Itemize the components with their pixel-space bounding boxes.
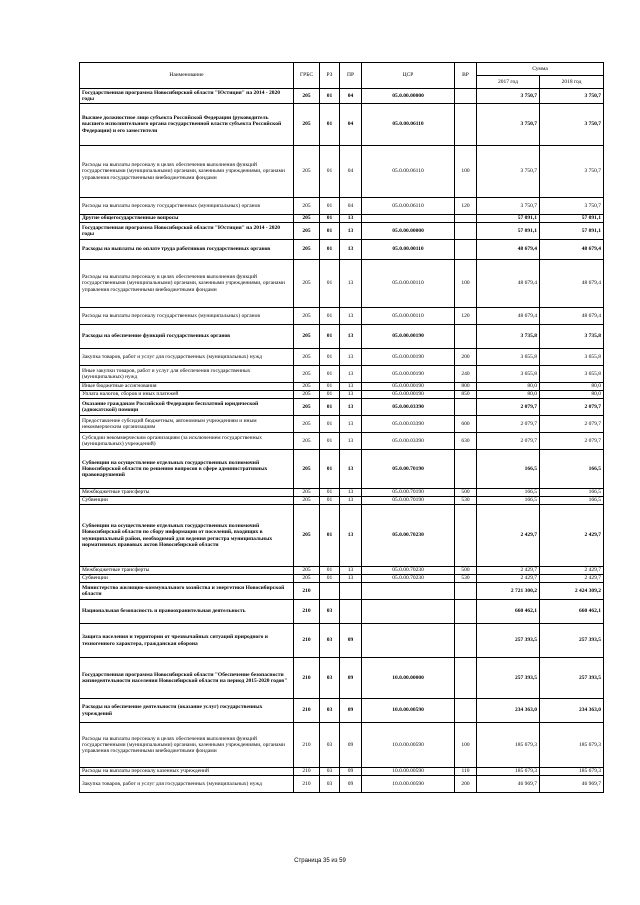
- cell-sum-2018: 57 091,1: [540, 215, 604, 223]
- cell-name: Государственная программа Новосибирской области "Обеспечение безопасности жизнедеятельности населения Новосибирской области на период 2015-2020 годов": [80, 658, 294, 699]
- cell-csr: [362, 600, 455, 624]
- table-row: [80, 308, 604, 325]
- cell-grbs: 205: [294, 260, 320, 308]
- cell-sum-2018: 2 429,7: [540, 567, 604, 575]
- cell-pr: 13: [340, 505, 362, 567]
- cell-name: Субсидии некоммерческим организациям (за исключением государственных (муниципальных) учреждений): [80, 433, 294, 450]
- cell-grbs: 210: [294, 776, 320, 793]
- cell-rz: 01: [320, 450, 340, 489]
- cell-sum-2018: 2 079,7: [540, 433, 604, 450]
- table-row: [80, 497, 604, 505]
- cell-sum-2017: 2 429,7: [477, 505, 540, 567]
- cell-grbs: 205: [294, 223, 320, 240]
- cell-rz: 01: [320, 433, 340, 450]
- cell-vr: [455, 600, 477, 624]
- cell-name: Субвенции на осуществление отдельных государственных полномочий Новосибирской области по решению вопросов в сфере административных правонарушений: [80, 450, 294, 489]
- cell-grbs: 210: [294, 583, 320, 600]
- cell-vr: 200: [455, 776, 477, 793]
- cell-grbs: 205: [294, 146, 320, 198]
- cell-sum-2018: 57 091,1: [540, 223, 604, 240]
- cell-sum-2018: 166,5: [540, 497, 604, 505]
- cell-vr: 100: [455, 260, 477, 308]
- cell-grbs: 205: [294, 366, 320, 383]
- cell-grbs: 205: [294, 349, 320, 366]
- header-rz: РЗ: [320, 63, 340, 89]
- cell-csr: 10.0.00.00000: [362, 658, 455, 699]
- cell-csr: 05.0.00.70230: [362, 575, 455, 583]
- cell-rz: 01: [320, 489, 340, 497]
- cell-pr: 09: [340, 723, 362, 768]
- cell-grbs: 205: [294, 450, 320, 489]
- cell-sum-2017: 257 393,5: [477, 624, 540, 658]
- cell-csr: 05.0.00.03390: [362, 433, 455, 450]
- cell-rz: 01: [320, 223, 340, 240]
- cell-sum-2017: 46 969,7: [477, 776, 540, 793]
- cell-grbs: 210: [294, 768, 320, 776]
- cell-pr: 09: [340, 658, 362, 699]
- cell-rz: 01: [320, 567, 340, 575]
- cell-csr: 05.0.00.06110: [362, 198, 455, 215]
- cell-vr: [455, 505, 477, 567]
- table-row: [80, 416, 604, 433]
- cell-rz: [320, 583, 340, 600]
- cell-pr: 13: [340, 215, 362, 223]
- cell-csr: 05.0.00.00110: [362, 260, 455, 308]
- cell-vr: 500: [455, 567, 477, 575]
- cell-grbs: 205: [294, 215, 320, 223]
- cell-csr: 05.0.00.00000: [362, 223, 455, 240]
- cell-rz: 01: [320, 89, 340, 104]
- cell-sum-2017: 2 721 300,2: [477, 583, 540, 600]
- cell-sum-2018: 166,5: [540, 489, 604, 497]
- cell-pr: 13: [340, 240, 362, 260]
- cell-vr: [455, 104, 477, 146]
- cell-pr: 04: [340, 104, 362, 146]
- header-year-2017: 2017 год: [477, 76, 540, 89]
- header-vr: ВР: [455, 63, 477, 89]
- cell-pr: 13: [340, 260, 362, 308]
- table-row: [80, 325, 604, 349]
- cell-sum-2018: 185 679,3: [540, 768, 604, 776]
- cell-pr: 13: [340, 497, 362, 505]
- cell-csr: 10.0.00.00590: [362, 776, 455, 793]
- cell-sum-2017: 185 679,3: [477, 768, 540, 776]
- cell-rz: 01: [320, 240, 340, 260]
- cell-pr: [340, 600, 362, 624]
- cell-csr: 05.0.00.00190: [362, 383, 455, 391]
- cell-pr: 13: [340, 383, 362, 391]
- cell-grbs: 205: [294, 416, 320, 433]
- cell-pr: 13: [340, 325, 362, 349]
- cell-vr: [455, 89, 477, 104]
- cell-sum-2017: 48 679,4: [477, 260, 540, 308]
- cell-vr: 100: [455, 723, 477, 768]
- page-number: Страница 35 из 59: [294, 858, 346, 864]
- budget-table-sheet: [79, 62, 603, 793]
- table-row: [80, 223, 604, 240]
- table-body: [80, 89, 604, 793]
- cell-sum-2018: 166,5: [540, 450, 604, 489]
- cell-sum-2018: 48 679,4: [540, 260, 604, 308]
- table-row: [80, 450, 604, 489]
- cell-grbs: 205: [294, 240, 320, 260]
- header-pr: ПР: [340, 63, 362, 89]
- cell-sum-2018: 234 363,0: [540, 699, 604, 723]
- cell-grbs: 210: [294, 658, 320, 699]
- cell-vr: 530: [455, 575, 477, 583]
- cell-rz: 01: [320, 383, 340, 391]
- cell-rz: 03: [320, 600, 340, 624]
- cell-sum-2018: 46 969,7: [540, 776, 604, 793]
- cell-csr: 05.0.00.00190: [362, 325, 455, 349]
- cell-sum-2018: 80,0: [540, 383, 604, 391]
- cell-pr: 04: [340, 146, 362, 198]
- cell-sum-2017: 80,0: [477, 391, 540, 399]
- cell-vr: [455, 658, 477, 699]
- cell-sum-2017: 3 750,7: [477, 89, 540, 104]
- cell-name: Уплата налогов, сборов и иных платежей: [80, 391, 294, 399]
- cell-sum-2018: 3 735,8: [540, 325, 604, 349]
- cell-name: Иные закупки товаров, работ и услуг для обеспечения государственных (муниципальных) нужд: [80, 366, 294, 383]
- cell-vr: [455, 223, 477, 240]
- cell-sum-2017: 2 079,7: [477, 433, 540, 450]
- cell-vr: [455, 583, 477, 600]
- cell-sum-2017: 166,5: [477, 497, 540, 505]
- cell-sum-2017: 234 363,0: [477, 699, 540, 723]
- cell-sum-2017: 3 750,7: [477, 198, 540, 215]
- cell-rz: 01: [320, 416, 340, 433]
- table-row: [80, 583, 604, 600]
- cell-sum-2018: 3 655,8: [540, 349, 604, 366]
- cell-grbs: 205: [294, 575, 320, 583]
- cell-vr: 100: [455, 146, 477, 198]
- cell-rz: 01: [320, 399, 340, 416]
- cell-csr: 05.0.00.06110: [362, 104, 455, 146]
- cell-sum-2017: 3 735,8: [477, 325, 540, 349]
- cell-pr: 13: [340, 223, 362, 240]
- cell-rz: 03: [320, 658, 340, 699]
- cell-vr: 630: [455, 433, 477, 450]
- cell-grbs: 205: [294, 104, 320, 146]
- cell-name: Национальная безопасность и правоохранительная деятельность: [80, 600, 294, 624]
- header-grbs: ГРБС: [294, 63, 320, 89]
- cell-sum-2018: 2 424 309,2: [540, 583, 604, 600]
- cell-sum-2018: 3 750,7: [540, 89, 604, 104]
- table-row: [80, 723, 604, 768]
- cell-pr: 13: [340, 567, 362, 575]
- cell-name: Государственная программа Новосибирской области "Юстиция" на 2014 - 2020 годы: [80, 89, 294, 104]
- cell-csr: [362, 583, 455, 600]
- cell-name: Закупка товаров, работ и услуг для государственных (муниципальных) нужд: [80, 776, 294, 793]
- cell-rz: 01: [320, 505, 340, 567]
- cell-sum-2017: 2 079,7: [477, 416, 540, 433]
- cell-rz: 03: [320, 723, 340, 768]
- cell-grbs: 205: [294, 308, 320, 325]
- table-row: [80, 391, 604, 399]
- cell-grbs: 205: [294, 399, 320, 416]
- cell-pr: 13: [340, 349, 362, 366]
- cell-sum-2017: 257 393,5: [477, 658, 540, 699]
- cell-csr: 05.0.00.00110: [362, 240, 455, 260]
- table-row: [80, 624, 604, 658]
- cell-pr: 09: [340, 776, 362, 793]
- cell-csr: 05.0.00.70190: [362, 450, 455, 489]
- cell-pr: 13: [340, 575, 362, 583]
- cell-name: Расходы на выплаты персоналу казенных учреждений: [80, 768, 294, 776]
- cell-rz: 01: [320, 260, 340, 308]
- cell-vr: 240: [455, 366, 477, 383]
- cell-name: Субвенции: [80, 497, 294, 505]
- cell-vr: [455, 624, 477, 658]
- cell-pr: 04: [340, 89, 362, 104]
- cell-sum-2017: 2 079,7: [477, 399, 540, 416]
- table-row: [80, 768, 604, 776]
- cell-sum-2017: 2 429,7: [477, 575, 540, 583]
- cell-vr: [455, 399, 477, 416]
- cell-sum-2017: 48 679,4: [477, 240, 540, 260]
- cell-pr: 13: [340, 391, 362, 399]
- cell-pr: 13: [340, 399, 362, 416]
- cell-csr: 05.0.00.70230: [362, 505, 455, 567]
- cell-rz: 01: [320, 366, 340, 383]
- cell-name: Расходы на обеспечение деятельности (оказание услуг) государственных учреждений: [80, 699, 294, 723]
- cell-vr: 500: [455, 489, 477, 497]
- cell-rz: 03: [320, 624, 340, 658]
- table-row: [80, 399, 604, 416]
- cell-pr: 13: [340, 433, 362, 450]
- cell-sum-2018: 660 462,1: [540, 600, 604, 624]
- cell-pr: 13: [340, 450, 362, 489]
- cell-sum-2018: 48 679,4: [540, 308, 604, 325]
- cell-vr: 850: [455, 391, 477, 399]
- cell-vr: [455, 450, 477, 489]
- table-row: [80, 240, 604, 260]
- cell-vr: 800: [455, 383, 477, 391]
- table-row: [80, 260, 604, 308]
- cell-pr: 13: [340, 489, 362, 497]
- cell-name: Межбюджетные трансферты: [80, 567, 294, 575]
- header-sum: Сумма: [477, 63, 604, 76]
- cell-csr: 05.0.00.00190: [362, 391, 455, 399]
- cell-vr: [455, 215, 477, 223]
- cell-rz: 03: [320, 768, 340, 776]
- cell-grbs: 210: [294, 723, 320, 768]
- table-row: [80, 215, 604, 223]
- cell-name: Расходы на выплаты персоналу государственных (муниципальных) органов: [80, 198, 294, 215]
- cell-name: Расходы на выплаты персоналу в целях обеспечения выполнения функций государственными (муниципальными) органами, казенными учреждениями, органами управления государственными внебюджетными фондами: [80, 260, 294, 308]
- table-row: [80, 89, 604, 104]
- cell-sum-2018: 2 429,7: [540, 505, 604, 567]
- cell-name: Расходы на выплаты персоналу государственных (муниципальных) органов: [80, 308, 294, 325]
- cell-name: Расходы на выплаты по оплате труда работников государственных органов: [80, 240, 294, 260]
- cell-vr: 600: [455, 416, 477, 433]
- cell-grbs: 205: [294, 433, 320, 450]
- cell-csr: 10.0.00.00590: [362, 699, 455, 723]
- cell-name: Оказание гражданам Российской Федерации бесплатной юридической (адвокатской) помощи: [80, 399, 294, 416]
- cell-sum-2017: 166,5: [477, 489, 540, 497]
- cell-rz: 01: [320, 308, 340, 325]
- table-row: [80, 575, 604, 583]
- cell-rz: 01: [320, 391, 340, 399]
- cell-grbs: 205: [294, 505, 320, 567]
- cell-csr: 05.0.00.00000: [362, 89, 455, 104]
- cell-grbs: 205: [294, 383, 320, 391]
- cell-name: Межбюджетные трансферты: [80, 489, 294, 497]
- cell-sum-2018: 3 655,8: [540, 366, 604, 383]
- cell-name: Закупка товаров, работ и услуг для государственных (муниципальных) нужд: [80, 349, 294, 366]
- cell-sum-2018: 2 079,7: [540, 416, 604, 433]
- cell-sum-2018: 3 750,7: [540, 146, 604, 198]
- cell-grbs: 205: [294, 489, 320, 497]
- cell-csr: [362, 215, 455, 223]
- cell-name: Защита населения и территории от чрезвычайных ситуаций природного и техногенного характера, гражданская оборона: [80, 624, 294, 658]
- cell-csr: 05.0.00.03390: [362, 416, 455, 433]
- cell-name: Предоставление субсидий бюджетным, автономным учреждениям и иным некоммерческим организациям: [80, 416, 294, 433]
- cell-vr: [455, 325, 477, 349]
- cell-csr: 10.0.00.00590: [362, 723, 455, 768]
- cell-sum-2018: 2 429,7: [540, 575, 604, 583]
- cell-csr: 05.0.00.70230: [362, 567, 455, 575]
- cell-rz: 01: [320, 349, 340, 366]
- cell-csr: 05.0.00.06110: [362, 146, 455, 198]
- cell-sum-2018: 3 750,7: [540, 104, 604, 146]
- cell-pr: 13: [340, 416, 362, 433]
- cell-pr: 09: [340, 624, 362, 658]
- cell-pr: 04: [340, 198, 362, 215]
- cell-sum-2018: 48 679,4: [540, 240, 604, 260]
- cell-name: Расходы на выплаты персоналу в целях обеспечения выполнения функций государственными (муниципальными) органами, казенными учреждениями, органами управления государственными внебюджетными фондами: [80, 723, 294, 768]
- cell-vr: 200: [455, 349, 477, 366]
- cell-vr: 110: [455, 768, 477, 776]
- cell-sum-2017: 57 091,1: [477, 223, 540, 240]
- cell-name: Расходы на выплаты персоналу в целях обеспечения выполнения функций государственными (муниципальными) органами, казенными учреждениями, органами управления государственными внебюджетными фондами: [80, 146, 294, 198]
- cell-sum-2017: 3 655,8: [477, 366, 540, 383]
- cell-rz: 01: [320, 497, 340, 505]
- cell-vr: [455, 240, 477, 260]
- table-row: [80, 600, 604, 624]
- cell-grbs: 205: [294, 89, 320, 104]
- cell-sum-2017: 48 679,4: [477, 308, 540, 325]
- cell-grbs: 210: [294, 624, 320, 658]
- cell-grbs: 210: [294, 600, 320, 624]
- cell-sum-2018: 3 750,7: [540, 198, 604, 215]
- cell-name: Субвенции на осуществление отдельных государственных полномочий Новосибирской области по сбору информации от поселений, входящих в муниципальный район, необходимой для ведения регистра муниципальных нормативных правовых актов Новосибирской области: [80, 505, 294, 567]
- cell-name: Другие общегосударственные вопросы: [80, 215, 294, 223]
- cell-csr: 05.0.00.70190: [362, 489, 455, 497]
- cell-name: Иные бюджетные ассигнования: [80, 383, 294, 391]
- cell-pr: 09: [340, 699, 362, 723]
- header-year-2018: 2018 год: [540, 76, 604, 89]
- table-row: [80, 146, 604, 198]
- cell-pr: 13: [340, 366, 362, 383]
- cell-rz: 01: [320, 575, 340, 583]
- cell-sum-2018: 257 393,5: [540, 658, 604, 699]
- cell-rz: 01: [320, 104, 340, 146]
- table-row: [80, 349, 604, 366]
- cell-name: Расходы на обеспечение функций государственных органов: [80, 325, 294, 349]
- cell-pr: [340, 583, 362, 600]
- cell-sum-2017: 3 655,8: [477, 349, 540, 366]
- cell-rz: 01: [320, 325, 340, 349]
- cell-sum-2018: 80,0: [540, 391, 604, 399]
- table-row: [80, 104, 604, 146]
- cell-sum-2017: 80,0: [477, 383, 540, 391]
- cell-rz: 01: [320, 215, 340, 223]
- cell-vr: 120: [455, 198, 477, 215]
- table-row: [80, 776, 604, 793]
- cell-csr: 05.0.00.03390: [362, 399, 455, 416]
- cell-sum-2017: 166,5: [477, 450, 540, 489]
- table-row: [80, 198, 604, 215]
- header-csr: ЦСР: [362, 63, 455, 89]
- cell-grbs: 205: [294, 497, 320, 505]
- cell-sum-2018: 185 679,3: [540, 723, 604, 768]
- cell-rz: 01: [320, 198, 340, 215]
- cell-csr: 05.0.00.00190: [362, 349, 455, 366]
- cell-sum-2017: 57 091,1: [477, 215, 540, 223]
- cell-grbs: 210: [294, 699, 320, 723]
- table-row: [80, 567, 604, 575]
- table-row: [80, 658, 604, 699]
- cell-rz: 03: [320, 699, 340, 723]
- cell-vr: 120: [455, 308, 477, 325]
- cell-sum-2018: 2 079,7: [540, 399, 604, 416]
- header-name: Наименование: [80, 63, 294, 89]
- cell-csr: 05.0.00.70190: [362, 497, 455, 505]
- cell-csr: [362, 624, 455, 658]
- cell-sum-2017: 185 679,3: [477, 723, 540, 768]
- cell-grbs: 205: [294, 325, 320, 349]
- table-row: [80, 433, 604, 450]
- cell-csr: 05.0.00.00190: [362, 366, 455, 383]
- cell-name: Государственная программа Новосибирской области "Юстиция" на 2014 - 2020 годы: [80, 223, 294, 240]
- cell-sum-2018: 257 393,5: [540, 624, 604, 658]
- cell-name: Субвенции: [80, 575, 294, 583]
- cell-pr: 13: [340, 308, 362, 325]
- cell-name: Министерство жилищно-коммунального хозяйства и энергетики Новосибирской области: [80, 583, 294, 600]
- table-row: [80, 505, 604, 567]
- table-row: [80, 383, 604, 391]
- cell-sum-2017: 2 429,7: [477, 567, 540, 575]
- cell-rz: 03: [320, 776, 340, 793]
- table-row: [80, 489, 604, 497]
- cell-grbs: 205: [294, 567, 320, 575]
- cell-sum-2017: 3 750,7: [477, 104, 540, 146]
- cell-grbs: 205: [294, 198, 320, 215]
- cell-sum-2017: 3 750,7: [477, 146, 540, 198]
- cell-vr: 530: [455, 497, 477, 505]
- cell-pr: 09: [340, 768, 362, 776]
- cell-grbs: 205: [294, 391, 320, 399]
- table-row: [80, 366, 604, 383]
- cell-name: Высшее должностное лицо субъекта Российской Федерации (руководитель высшего исполнительного органа государственной власти субъекта Российской Федерации) и его заместители: [80, 104, 294, 146]
- cell-rz: 01: [320, 146, 340, 198]
- cell-csr: 05.0.00.00110: [362, 308, 455, 325]
- cell-sum-2017: 660 462,1: [477, 600, 540, 624]
- cell-csr: 10.0.00.00590: [362, 768, 455, 776]
- budget-table: [79, 62, 604, 793]
- cell-vr: [455, 699, 477, 723]
- table-row: [80, 699, 604, 723]
